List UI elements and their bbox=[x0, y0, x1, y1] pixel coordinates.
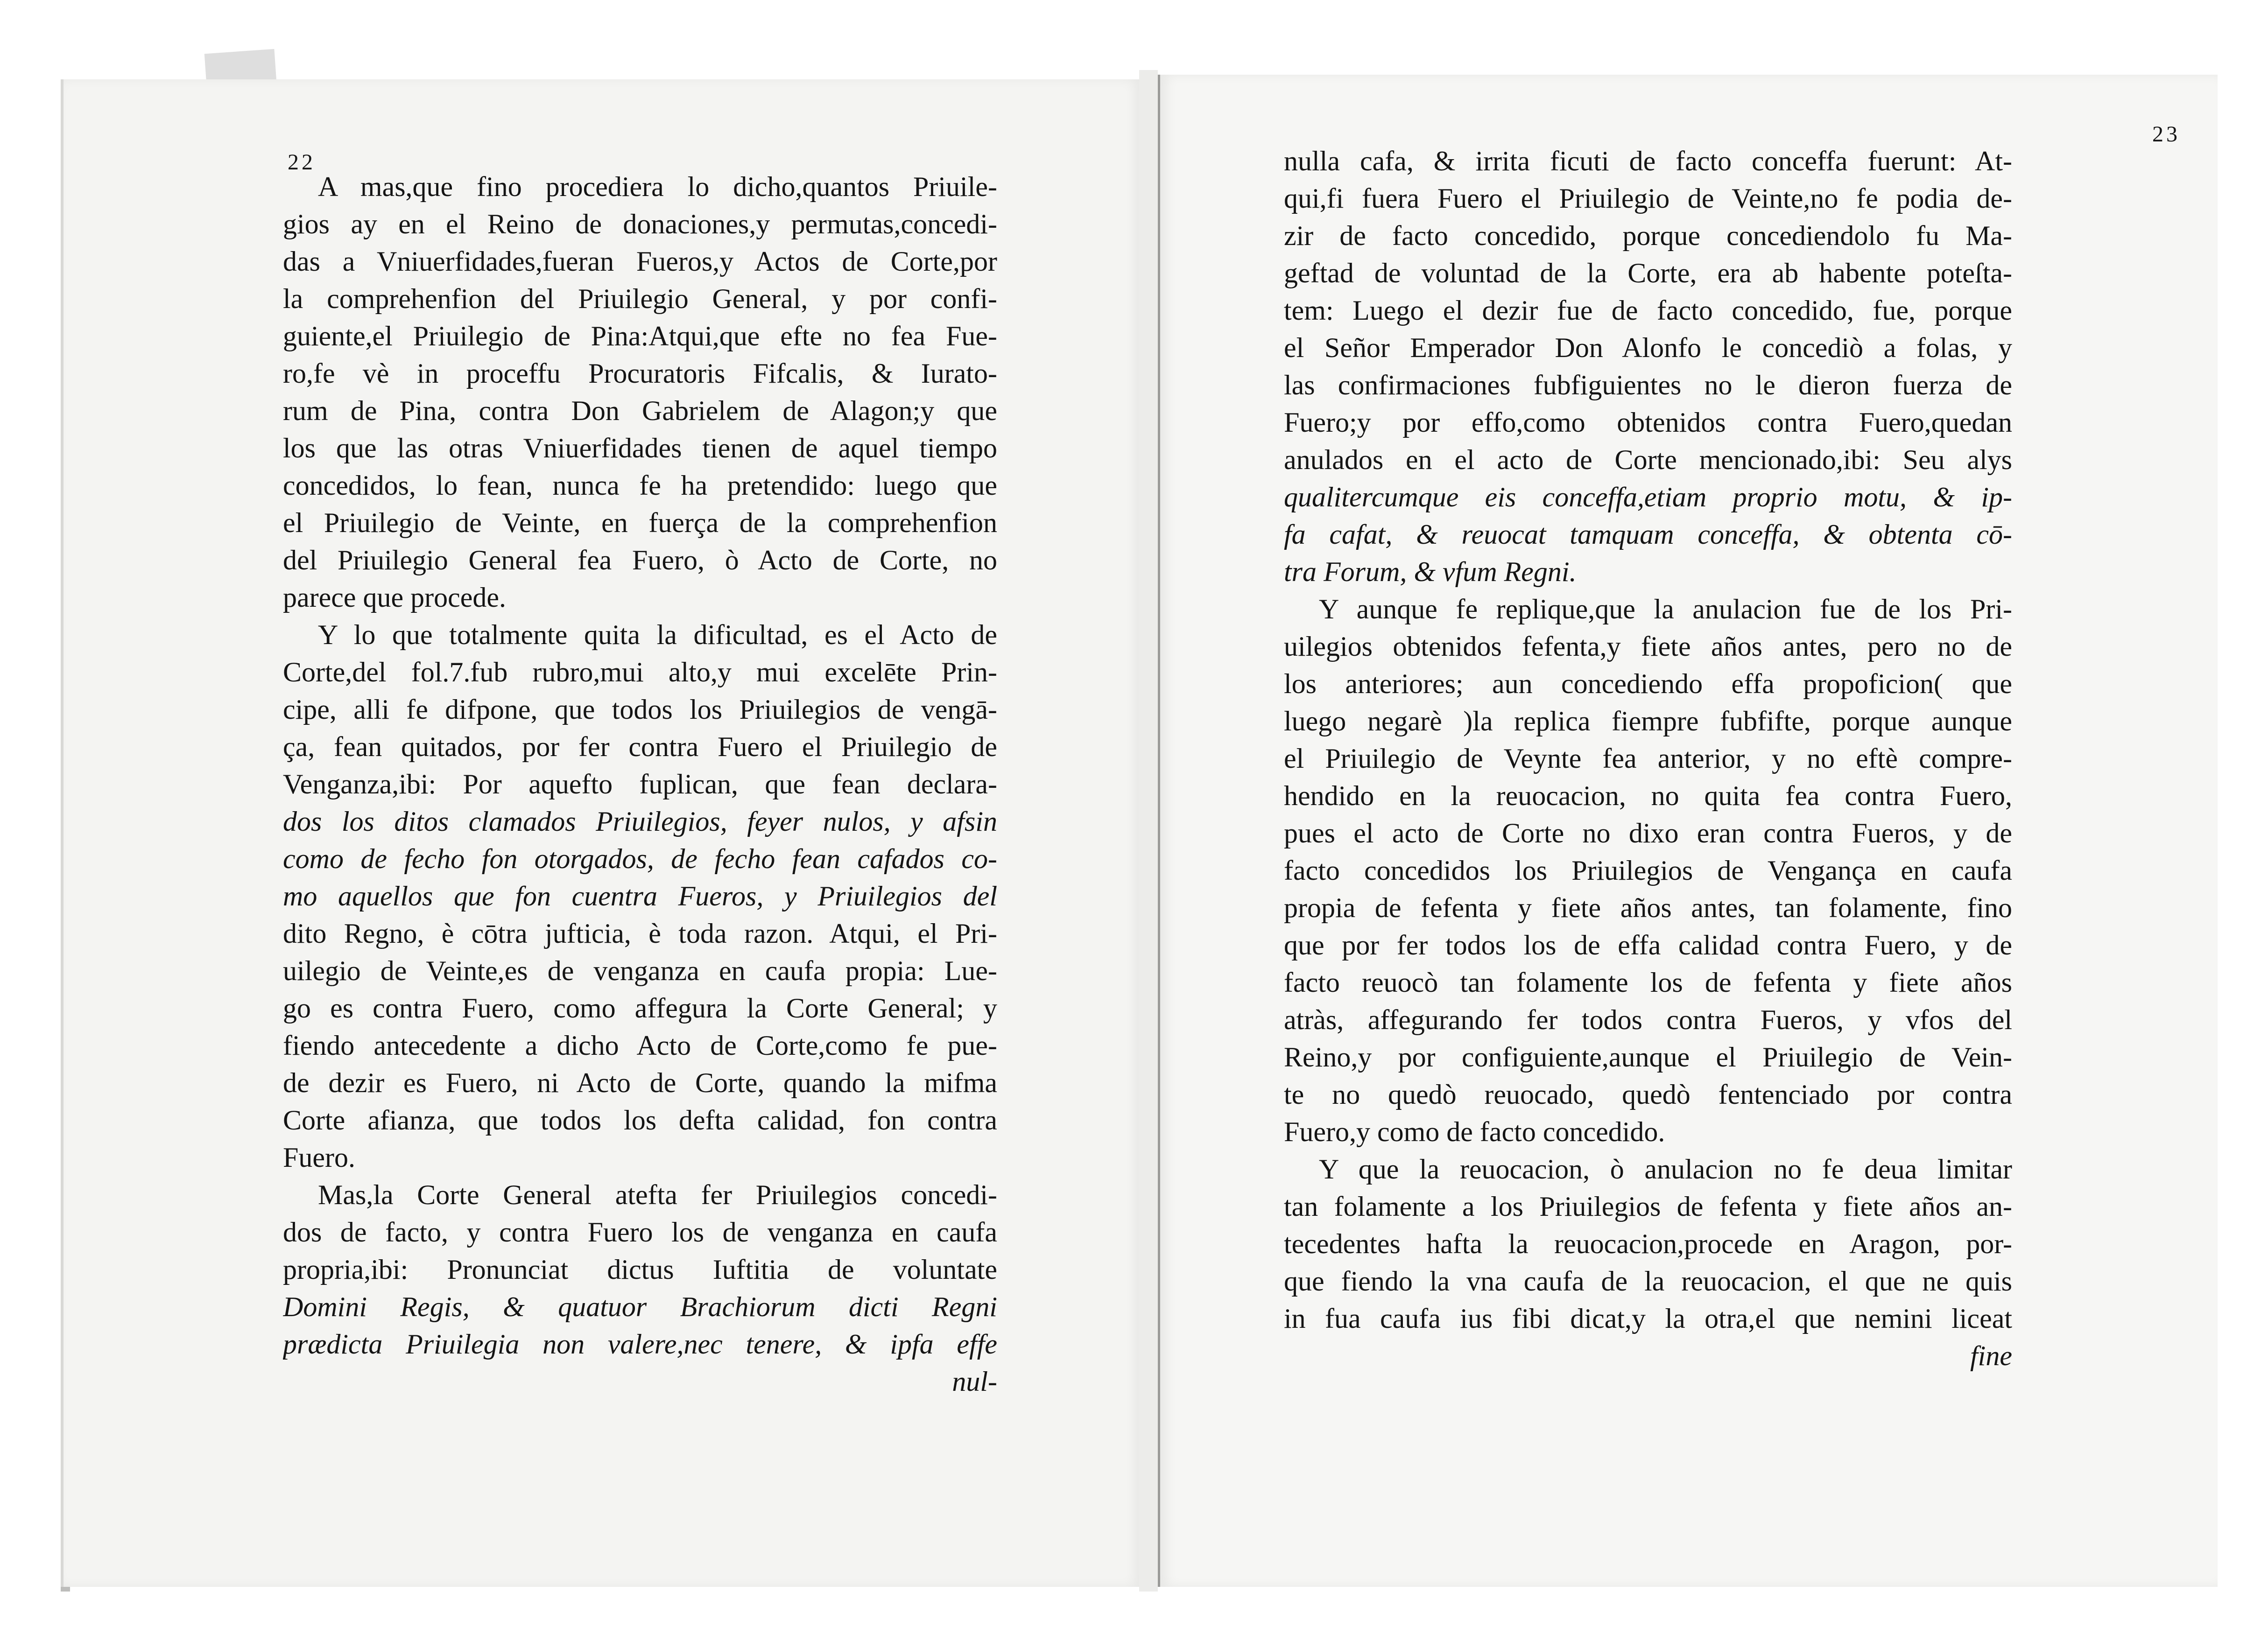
text-line: que fiendo la vna caufa de la reuocacion, el que ne quis bbox=[1284, 1266, 2012, 1297]
text-line: el Priuilegio de Veynte fea anterior, y no eftè compre- bbox=[1284, 743, 2012, 774]
text-line: A mas,que fino procediera lo dicho,quantos Priuile- bbox=[318, 171, 997, 202]
text-line: in fua caufa ius fibi dicat,y la otra,el que nemini liceat bbox=[1284, 1303, 2012, 1334]
text-line: ça, fean quitados, por fer contra Fuero el Priuilegio de bbox=[283, 731, 997, 762]
text-line: el Señor Emperador Don Alonfo le concediò a folas, y bbox=[1284, 332, 2012, 363]
text-line: zir de facto concedido, porque concediendolo fu Ma- bbox=[1284, 220, 2012, 251]
text-line: Venganza,ibi: Por aquefto fuplican, que fean declara- bbox=[283, 769, 997, 799]
text-line: tecedentes hafta la reuocacion,procede en Aragon, por- bbox=[1284, 1228, 2012, 1259]
text-line: das a Vniuerfidades,fueran Fueros,y Actos de Corte,por bbox=[283, 246, 997, 277]
page-number-left: 22 bbox=[288, 150, 316, 175]
text-line: luego negarè )la replica fiempre fubfifte, porque aunque bbox=[1284, 706, 2012, 736]
text-line: pues el acto de Corte no dixo eran contra Fueros, y de bbox=[1284, 818, 2012, 849]
text-line: de dezir es Fuero, ni Acto de Corte, quando la mifma bbox=[283, 1067, 997, 1098]
text-line: dito Regno, è cōtra jufticia, è toda razon. Atqui, el Pri- bbox=[283, 918, 997, 949]
text-line: geftad de voluntad de la Corte, era ab habente poteſta- bbox=[1284, 258, 2012, 288]
text-line: el Priuilegio de Veinte, en fuerça de la comprehenfion bbox=[283, 507, 997, 538]
text-line: tem: Luego el dezir fue de facto concedido, fue, porque bbox=[1284, 295, 2012, 326]
text-line: la comprehenfion del Priuilegio General, y por confi- bbox=[283, 283, 997, 314]
text-line: qualitercumque eis conceffa,etiam proprio motu, & ip- bbox=[1284, 482, 2012, 512]
page-number-right: 23 bbox=[2152, 122, 2180, 147]
text-line: gios ay en el Reino de donaciones,y permutas,concedi- bbox=[283, 209, 997, 239]
text-line: los que las otras Vniuerfidades tienen de aquel tiempo bbox=[283, 433, 997, 463]
text-line: concedidos, lo fean, nunca fe ha pretendido: luego que bbox=[283, 470, 997, 501]
text-line: mo aquellos que fon cuentra Fueros, y Priuilegios del bbox=[283, 881, 997, 912]
text-line: Y aunque fe replique,que la anulacion fue de los Pri- bbox=[1319, 594, 2012, 624]
text-line: las confirmaciones fubfiguientes no le dieron fuerza de bbox=[1284, 370, 2012, 400]
text-line: nulla cafa, & irrita ficuti de facto conceffa fuerunt: At- bbox=[1284, 146, 2012, 176]
text-line: propia de fefenta y fiete años antes, tan folamente, fino bbox=[1284, 892, 2012, 923]
left-page-text bbox=[283, 168, 997, 1400]
text-line: dos de facto, y contra Fuero los de venganza en caufa bbox=[283, 1217, 997, 1248]
text-line: uilegio de Veinte,es de venganza en caufa propia: Lue- bbox=[283, 955, 997, 986]
text-line: cipe, alli fe difpone, que todos los Priuilegios de vengā- bbox=[283, 694, 997, 725]
text-line: dos los ditos clamados Priuilegios, feyer nulos, y afsin bbox=[283, 806, 997, 837]
text-line: como de fecho fon otorgados, de fecho fean cafados co- bbox=[283, 843, 997, 874]
text-line: del Priuilegio General fea Fuero, ò Acto de Corte, no bbox=[283, 545, 997, 575]
text-line: te no quedò reuocado, quedò fentenciado por contra bbox=[1284, 1079, 2012, 1110]
text-line: go es contra Fuero, como affegura la Corte General; y bbox=[283, 993, 997, 1024]
text-line: Fuero;y por effo,como obtenidos contra Fuero,quedan bbox=[1284, 407, 2012, 438]
text-line: fa cafat, & reuocat tamquam conceffa, & obtenta cō- bbox=[1284, 519, 2012, 550]
text-line: Reino,y por configuiente,aunque el Priuilegio de Vein- bbox=[1284, 1042, 2012, 1073]
text-line: Corte afianza, que todos los defta calidad, fon contra bbox=[283, 1105, 997, 1136]
text-line: uilegios obtenidos fefenta,y fiete años antes, pero no de bbox=[1284, 631, 2012, 662]
right-page bbox=[1158, 75, 2218, 1587]
text-line: los anteriores; aun concediendo effa propoficion( que bbox=[1284, 668, 2012, 699]
text-line: tan folamente a los Priuilegios de fefenta y fiete años an- bbox=[1284, 1191, 2012, 1222]
text-line: parece que procede. bbox=[283, 582, 507, 613]
text-line: anulados en el acto de Corte mencionado,ibi: Seu alys bbox=[1284, 444, 2012, 475]
text-line: guiente,el Priuilegio de Pina:Atqui,que efte no fea Fue- bbox=[283, 321, 997, 351]
text-line: ro,fe vè in proceffu Procuratoris Fifcalis, & Iurato- bbox=[283, 358, 997, 389]
book-spine bbox=[1139, 70, 1158, 1592]
left-page bbox=[61, 79, 1139, 1587]
text-line: Fuero,y como de facto concedido. bbox=[1284, 1116, 1665, 1147]
text-line: hendido en la reuocacion, no quita fea contra Fuero, bbox=[1284, 780, 2012, 811]
text-line: tra Forum, & vfum Regni. bbox=[1284, 556, 1577, 587]
text-line: fiendo antecedente a dicho Acto de Corte,como fe pue- bbox=[283, 1030, 997, 1061]
text-line: que por fer todos los de effa calidad contra Fuero, y de bbox=[1284, 930, 2012, 961]
text-line: Y lo que totalmente quita la dificultad, es el Acto de bbox=[318, 619, 997, 650]
text-line: Fuero. bbox=[283, 1142, 355, 1173]
text-line: atràs, affegurando fer todos contra Fueros, y vfos del bbox=[1284, 1004, 2012, 1035]
text-line: Corte,del fol.7.fub rubro,mui alto,y mui excelēte Prin- bbox=[283, 657, 997, 687]
catchword: nul- bbox=[952, 1366, 997, 1397]
text-line: facto reuocò tan folamente los de fefenta y fiete años bbox=[1284, 967, 2012, 998]
right-page-text bbox=[1284, 142, 2012, 1375]
text-line: facto concedidos los Priuilegios de Vengança en caufa bbox=[1284, 855, 2012, 886]
text-line: prædicta Priuilegia non valere,nec tenere, & ipfa effe bbox=[283, 1329, 997, 1360]
text-line: Domini Regis, & quatuor Brachiorum dicti Regni bbox=[283, 1291, 997, 1322]
text-line: Mas,la Corte General atefta fer Priuilegios concedi- bbox=[318, 1179, 997, 1210]
catchword: fine bbox=[1970, 1340, 2012, 1371]
text-line: rum de Pina, contra Don Gabrielem de Alagon;y que bbox=[283, 395, 997, 426]
text-line: qui,fi fuera Fuero el Priuilegio de Veinte,no fe podia de- bbox=[1284, 183, 2012, 214]
text-line: Y que la reuocacion, ò anulacion no fe deua limitar bbox=[1319, 1154, 2012, 1185]
text-line: propria,ibi: Pronunciat dictus Iuftitia de voluntate bbox=[283, 1254, 997, 1285]
